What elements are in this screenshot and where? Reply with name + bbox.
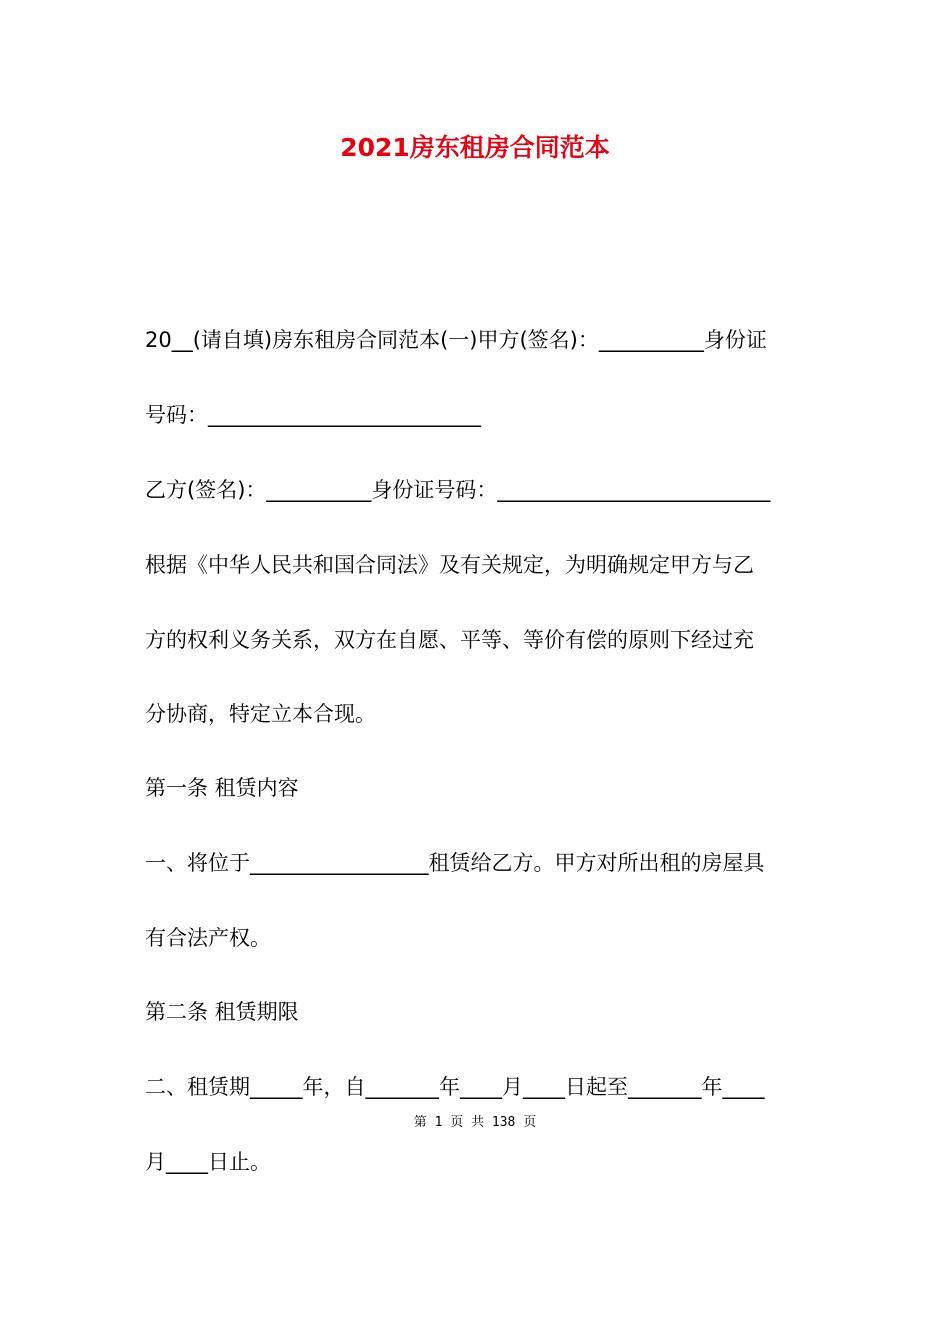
body-line: 分协商，特定立本合现。 <box>145 702 376 726</box>
body-line: 月____日止。 <box>145 1150 271 1174</box>
body-line: 20__(请自填)房东租房合同范本(一)甲方(签名)：__________身份证 <box>145 328 767 352</box>
section-heading: 第一条 租赁内容 <box>145 776 299 800</box>
body-line: 二、租赁期_____年，自_______年____月____日起至_______年____ <box>145 1075 765 1099</box>
page-number-footer: 第 1 页 共 138 页 <box>413 1115 537 1130</box>
body-line: 有合法产权。 <box>145 926 271 950</box>
body-line: 方的权利义务关系，双方在自愿、平等、等价有偿的原则下经过充 <box>145 628 754 652</box>
section-heading: 第二条 租赁期限 <box>145 1000 299 1024</box>
body-line: 根据《中华人民共和国合同法》及有关规定，为明确规定甲方与乙 <box>145 553 754 577</box>
body-line: 号码：__________________________ <box>145 403 481 427</box>
body-line: 一、将位于_________________租赁给乙方。甲方对所出租的房屋具 <box>145 851 765 875</box>
body-line: 乙方(签名)：__________身份证号码：__________________________ <box>145 478 771 502</box>
page-title: 2021房东租房合同范本 <box>340 133 610 162</box>
